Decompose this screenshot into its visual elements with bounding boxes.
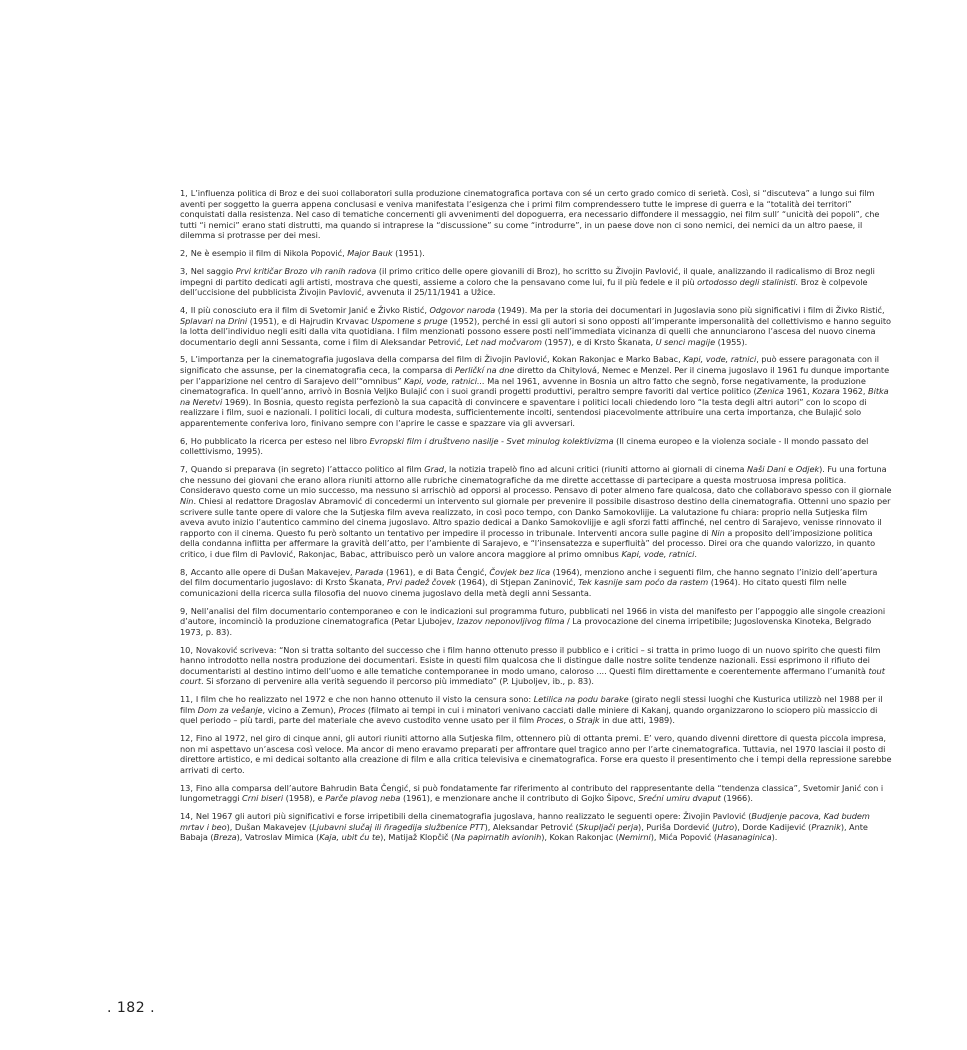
footnote-title-italic: Prvi padež čovek [386, 577, 456, 588]
footnote-text: 1961, [783, 386, 813, 397]
footnote-title-italic: Nin [180, 495, 194, 506]
footnote [180, 248, 892, 259]
footnote-title-italic: U senci magije [655, 336, 716, 347]
footnote-title-italic: Na papirnatih avionih [454, 832, 542, 843]
footnote-title-italic: Breza [213, 832, 237, 843]
footnote-text: / La provocazione del cinema irripetibile; Jugoslovenska Kinoteka, Belgrado 1973, p. 83). [180, 616, 872, 637]
footnote-title-italic: Zenica [756, 386, 784, 397]
footnote-text: , può essere paragonata con il significato che assunse, per la cinematografia ceca, la comparsa di [180, 354, 880, 376]
footnote-title-italic: Kozara [812, 386, 840, 397]
footnote-text: 1969). In Bosnia, questo regista perfezionò la sua capacità di convincere e spaventare i politici locali chiedendo loro “la testa degli altri autori” con lo scopo di realizzare i film, suoi e nazionali. I politici locali, di cultura modesta, sufficientemente incolti, sentendosi piacevolmente attribuire una certa importanza, che Bulajić solo apparentemente conferiva loro, finivano sempre con l’aprire le casse e spazzare via gli avversari. [180, 396, 867, 429]
footnote-title-italic: Jutro [715, 821, 735, 832]
footnote-text: Fino alla comparsa dell’autore Bahrudin Bata Čengić, si può fondatamente far riferimento al contributo del rappresentante della “tendenza classica”, Svetomir Janić con i lungometraggi [180, 782, 884, 804]
footnote-text: L’influenza politica di Broz e dei suoi collaboratori sulla produzione cinematografica portava con sé un certo grado comico di serietà. Così, si “discuteva” a lungo sui film aventi per soggetto la guerra appena conclusasi e veniva manifestata l’esigenza che i primi film comprendessero tutte le imprese di guerra e la “totalità dei territori” conquistati dalla resistenza. Nel caso di tematiche concernenti gli avvenimenti del dopoguerra, era necessario diffondere il messaggio, nei film sull’ “unicità dei popoli”, che tutti “i nemici” erano stati distrutti, ma quando si intraprese la “discussione” su come “introdurre”, in un paese dove non ci sono nemici, dei nemici da un altro paese, il dilemma si protrasse per dei mesi. [180, 188, 880, 241]
footnote-title-italic: tout court [180, 665, 885, 687]
footnote [180, 606, 892, 638]
footnote-text: ), Dušan Makavejev ( [226, 821, 313, 832]
footnote-text: , vicino a Zemun), [262, 704, 339, 715]
footnote-title-italic: Kaja, ubit ću te [319, 832, 381, 843]
footnote-title-italic: Srećni umiru dvaput [638, 793, 721, 804]
footnote-number: 6, [180, 435, 188, 446]
footnote-title-italic: Let nad močvarom [465, 336, 542, 347]
footnote [180, 694, 892, 726]
footnote-number: 3, [180, 265, 188, 276]
footnote-number: 11, [180, 694, 193, 705]
footnote-title-italic: Kapi, vode, ratnici... [404, 375, 485, 386]
footnote-text: Nel 1967 gli autori più significativi e forse irripetibili della cinematografia jugoslava, hanno realizzato le seguenti opere: Živojin Pavlović ( [195, 811, 752, 822]
footnote-title-italic: Proces [536, 715, 564, 726]
footnote-number: 10, [180, 644, 193, 655]
footnote-text: (1951), e di Hajrudin Krvavac [247, 315, 372, 326]
footnote [180, 354, 892, 428]
footnote [180, 188, 892, 241]
footnote-text: Quando si preparava (in segreto) l’attacco politico al film [190, 464, 425, 475]
footnote-title-italic: ortodosso degli stalinisti. [697, 276, 799, 287]
footnote-title-italic: Hasanaginica [717, 832, 772, 843]
page-number: . 182 . [107, 1000, 156, 1016]
footnote-text: (1964). Ho citato questi film nelle comunicazioni della ricerca sulla filosofia del nuovo cinema jugoslavo della metà degli anni Sessanta. [180, 577, 847, 598]
footnote-title-italic: Letilica na podu barake [533, 694, 629, 705]
footnote-text: Nell’analisi del film documentario contemporaneo e con le indicazioni sul programma futuro, pubblicati nel 1966 in vista del manifesto per l’appoggio alle singole creazioni d’autore, incominciò la produzione cinematografica (Petar Ljubojev, [180, 605, 886, 627]
footnote-title-italic: Evropski film i društveno nasilje - Svet minulog kolektivizma [369, 435, 614, 446]
footnote-number: 14, [180, 811, 193, 822]
footnote-text: Il più conosciuto era il film di Svetomir Janić e Živko Ristić, [190, 304, 430, 315]
footnote-title-italic: Strajk [576, 715, 600, 726]
footnote-text: (Il cinema europeo e la violenza sociale - Il mondo passato del collettivismo, 1995). [180, 435, 869, 457]
footnote-number: 2, [180, 248, 188, 259]
footnote-text: (1955). [715, 336, 748, 347]
footnote-text: ). [771, 832, 778, 843]
footnote-text: ), Kokan Rakonjac ( [541, 832, 619, 843]
footnote-title-italic: Nin [711, 527, 725, 538]
footnote-text: Accanto alle opere di Dušan Makavejev, [190, 566, 356, 577]
footnote-title-italic: Praznik [811, 821, 841, 832]
footnote-title-italic: Bitka na Neretvi [180, 386, 889, 407]
footnote-text: (1966). [720, 793, 753, 804]
footnote-number: 12, [180, 733, 193, 744]
footnote [180, 464, 892, 559]
footnote-number: 9, [180, 605, 188, 616]
footnote [180, 436, 892, 457]
footnote-number: 5, [180, 354, 188, 365]
footnote-text: I film che ho realizzato nel 1972 e che non hanno ottenuto il visto la censura sono: [195, 694, 534, 705]
footnote-title-italic: Parče plavog neba [325, 793, 401, 804]
footnote-text: , la notizia trapelò fino ad alcuni critici (riuniti attorno ai giornali di cinema [443, 464, 747, 475]
footnote [180, 783, 892, 804]
footnote-text: (il primo critico delle opere giovanili di Broz), ho scritto su Živojin Pavlović, il quale, analizzando il radicalismo di Broz negli impegni di partito dedicati agli artisti, mostrava che questi, assieme a coloro che la pensavano come lui, fu il più fedele e il più [180, 265, 875, 287]
footnote-text: (1961), e di Bata Čengić, [383, 566, 490, 577]
footnote-title-italic: Kapi, vode, ratnici [621, 548, 695, 559]
footnote-title-italic: Tek kasnije sam poćo da rastem [578, 577, 709, 588]
footnote-title-italic: Čovjek bez lica [489, 566, 551, 577]
footnote-title-italic: Nemirni [618, 832, 651, 843]
footnote-title-italic: Naši Dani [746, 464, 786, 475]
footnote-text: . Chiesi al redattore Dragoslav Abramović di concedermi un intervento sul giornale per prevenire il possibile disastroso destino della cinematografia. Ottenni uno spazio per scrivere sulle tante opere di valore che la Sutjeska film aveva realizzato, in così poco tempo, con Danko Samokovlijje. La valutazione fu chiara: proprio nella Sutjeska film aveva avuto inizio l’autentico cammino del cinema jugoslavo. Altro spazio dedicai a Danko Samokovlijje e agli sforzi fatti affinché, nel centro di Sarajevo, venisse rinnovato il rapporto con il cinema. Questo fu però soltanto un tentativo per impedire il processo in tribunale. Interventi ancora sulle pagine di [180, 495, 891, 538]
footnote-text: ). Fu una fortuna che nessuno dei giovani che erano allora riuniti attorno alle rubriche cinematografiche da me dirette accettasse di partecipare a questa mostruosa impresa politica. Consideravo questo come un mio successo, ma nessuno si arrischiò ad opporsi al processo. Pensavo di poter almeno fare qualcosa, dato che collaboravo spesso con il giornale [180, 464, 892, 496]
footnote [180, 266, 892, 298]
footnote-text: (girato negli stessi luoghi che Kusturica utilizzò nel 1988 per il film [180, 694, 883, 715]
footnote-text: (1949). Ma per la storia dei documentari in Jugoslavia sono più significativi i film di Živko Ristić, [495, 304, 885, 315]
footnote-title-italic: Odjek [795, 464, 820, 475]
footnote-text: e [785, 464, 796, 475]
footnote [180, 567, 892, 599]
footnote-text: ), Dorde Kadijević ( [734, 821, 812, 832]
footnote-text: ), Mića Popović ( [650, 832, 718, 843]
footnote-text: (1952), perché in essi gli autori si sono opposti all’imperante impersonalità del collettivismo e hanno seguito la lotta dell’individuo negli esiti dalla vita quotidiana. I film menzionati possono essere posti nell’immediata vicinanza di quelli che annunciarono l’ascesa del nuovo cinema documentario degli anni Sessanta, come i film di Aleksandar Petrović, [180, 315, 891, 347]
footnote-title-italic: Ljubavni slučaj ili ñragedija službenice PTT [312, 821, 485, 832]
footnote-title-italic: Skupljači perja [578, 821, 639, 832]
footnote-text: (1957), e di Krsto Škanata, [541, 336, 656, 347]
footnote-text: Ho pubblicato la ricerca per esteso nel libro [190, 435, 370, 446]
footnote-title-italic: Crni biseri [242, 793, 284, 804]
footnote-text: (1964), di Stjepan Zaninović, [455, 577, 579, 588]
footnote [180, 733, 892, 775]
footnote-text: . [694, 548, 697, 559]
footnote-text: Novaković scriveva: “Non si tratta soltanto del successo che i film hanno ottenuto presso il pubblico e i critici – si tratta in primo luogo di un nuovo spirito che questi film hanno introdotto nella nostra produzione dei documentari. Esiste in questi film qualcosa che li distingue dalle nostre solite tendenze nazionali. Essi esprimono il rifiuto dei documentaristi al destino intimo dell’uomo e alle tematiche contemporanee in modo umano, caloroso .... Questi film direttamente e coerentemente affermano l’umanità [180, 644, 881, 676]
footnote-title-italic: Dom za vešanje [197, 704, 263, 715]
footnote-title-italic: Proces [338, 704, 366, 715]
footnote-text: ), Matijaž Klopčič ( [380, 832, 455, 843]
footnote-text: ), Aleksandar Petrović ( [484, 821, 579, 832]
footnote-title-italic: Grad [424, 464, 444, 475]
footnote-text: (1964), menziono anche i seguenti film, che hanno segnato l’inizio dell’apertura del film documentario jugoslavo: di Krsto Škanata, [180, 566, 878, 588]
footnote-text: ), Puriša Dordević ( [638, 821, 716, 832]
footnote-text: ), Vatroslav Mimica ( [236, 832, 320, 843]
footnote-number: 7, [180, 464, 188, 475]
footnote-text: Broz è colpevole dell’uccisione del pubblicista Živojin Pavlović, avvenuta il 25/11/1941 a Užice. [180, 276, 868, 298]
footnote-title-italic: Kapi, vode, ratnici [683, 354, 757, 365]
footnote-number: 1, [180, 188, 188, 198]
footnote-title-italic: Izazov neponovljivog filma [456, 616, 565, 627]
footnote-title-italic: Splavari na Drini [180, 315, 248, 326]
footnote [180, 811, 892, 843]
footnote [180, 645, 892, 687]
footnote-text: L’importanza per la cinematografia jugoslava della comparsa del film di Živojin Pavlović, Kokan Rakonjac e Marko Babac, [190, 354, 684, 365]
footnote-number: 8, [180, 566, 188, 577]
footnote-text: (filmato ai tempi in cui i minatori venivano cacciati dalle miniere di Kakanj, quando organizzarono lo sciopero più massiccio di quel periodo – più tardi, parte del materiale che avevo custodito venne usato per il film [180, 704, 878, 726]
footnote-title-italic: Major Bauk [347, 248, 393, 259]
footnote-title-italic: Uspomene s pruge [371, 315, 448, 326]
footnote-text: Nel saggio [190, 265, 236, 276]
footnote-text: (1958), e [283, 793, 326, 804]
footnote-title-italic: Prvi kritičar Brozo vih ranih radova [235, 265, 377, 276]
footnote-text: . Si sforzano di pervenire alla verità seguendo il percorso più immediato” (P. Ljuboljev, ib., p. 83). [201, 676, 594, 687]
footnote-title-italic: Perličkí na dne [454, 365, 515, 376]
footnote [180, 305, 892, 347]
footnote-title-italic: Odgovor naroda [429, 304, 496, 315]
footnote-text: Fino al 1972, nel giro di cinque anni, gli autori riuniti attorno alla Sutjeska film, ottennero più di ottanta premi. E’ vero, quando divenni direttore di questa piccola impresa, non mi aspettavo un’ascesa così veloce. Ma ancor di meno eravamo preparati per affrontare quel tragico anno per l’arte cinematografica. Tuttavia, nel 1970 lasciai il posto di direttore artistico, e mi dedicai soltanto alla creazione di film e alla critica televisiva e cinematografica. Forse era questo il presentimento che i tempi della repressione sarebbe arrivati di certo. [180, 733, 892, 775]
footnote-text: 1962, [839, 386, 869, 397]
footnote-text: (1961), e menzionare anche il contributo di Gojko Šipovc, [400, 793, 639, 804]
footnote-text: (1951). [392, 248, 425, 259]
footnote-text: , o [563, 715, 577, 726]
footnote-title-italic: Budjenje pacova, Kad budem mrtav i beo [180, 811, 870, 832]
footnote-text: Ma nel 1961, avvenne in Bosnia un altro fatto che segnò, forse negativamente, la produzione cinematografica. In quell’anno, arrivò in Bosnia Veljko Bulajić con i suoi grandi progetti produttivi, peraltro sempre favoriti dal vertice politico ( [180, 375, 866, 397]
footnote-text: ), Ante Babaja ( [180, 821, 868, 843]
footnote-text: Ne è esempio il film di Nikola Popović, [190, 248, 348, 259]
footnote-number: 13, [180, 782, 193, 793]
footnote-title-italic: Parada [355, 566, 384, 577]
footnote-text: diretto da Chitylová, Nemec e Menzel. Per il cinema jugoslavo il 1961 fu dunque importante per l’apparizione nel centro di Sarajevo dell’“omnibus” [180, 365, 890, 386]
footnote-text: in due atti, 1989). [599, 715, 675, 726]
footnote-text: a proposito dell’imposizione politica della condanna inflitta per affermare la gravità dell’atto, per l’ambiente di Sarajevo, e “l’insensatezza e superfluità” del processo. Direi ora che quando valorizzo, in quanto critico, i due film di Pavlović, Rakonjac, Babac, attribuisco però un valore ancora maggiore al primo omnibus [180, 527, 876, 559]
footnotes-block [180, 188, 892, 850]
footnote-number: 4, [180, 304, 188, 315]
